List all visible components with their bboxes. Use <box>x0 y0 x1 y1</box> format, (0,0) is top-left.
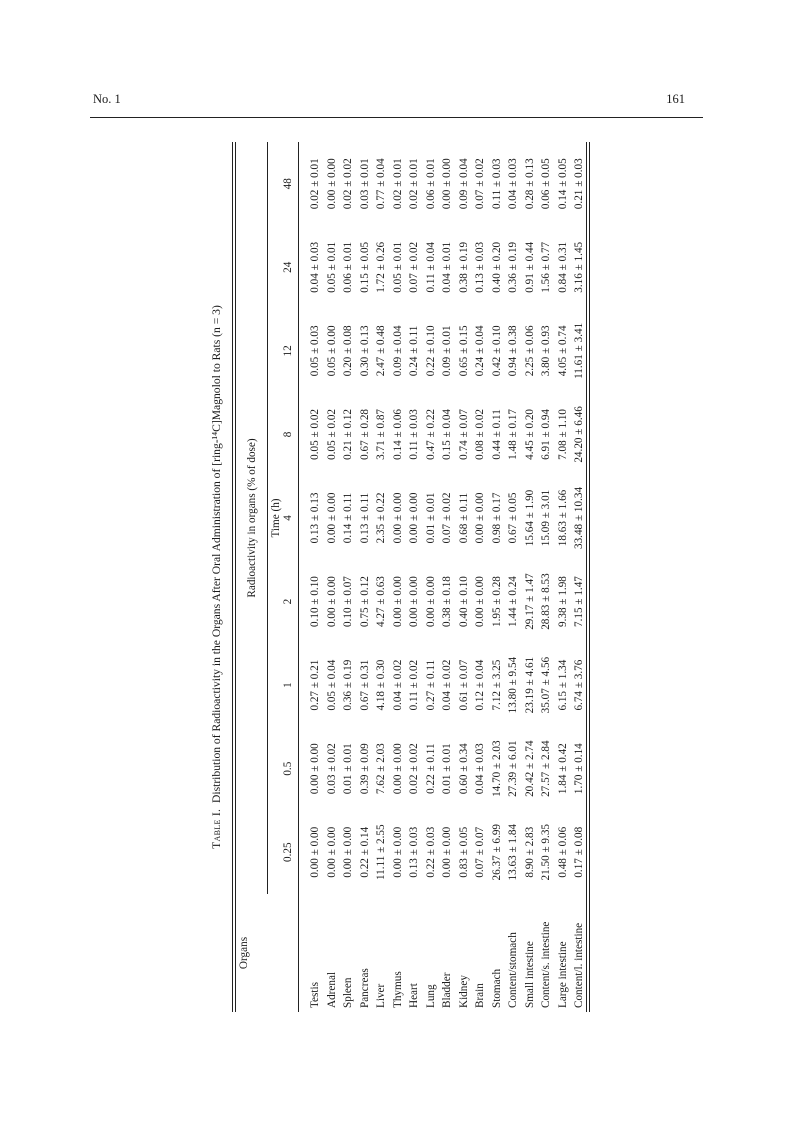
table-row <box>472 142 489 1012</box>
table-cell: 0.74 ± 0.07 <box>457 408 470 460</box>
organ-name: Kidney <box>457 975 470 1008</box>
table-cell: 6.91 ± 0.94 <box>540 408 552 460</box>
table-cell: 0.02 ± 0.01 <box>408 158 420 210</box>
table-cell: 4.27 ± 0.63 <box>375 576 387 627</box>
table-row <box>307 142 324 1012</box>
table-cell: 0.00 ± 0.00 <box>342 826 354 878</box>
table-cell: 9.38 ± 1.98 <box>556 576 569 627</box>
table-cell: 0.75 ± 0.12 <box>358 576 371 627</box>
table-cell: 0.84 ± 0.31 <box>556 241 569 293</box>
table-cell: 1.84 ± 0.42 <box>556 743 569 795</box>
time-point-header: 0.25 <box>282 842 294 863</box>
table-cell: 0.07 ± 0.07 <box>474 826 486 878</box>
table-cell: 0.11 ± 0.02 <box>408 659 420 711</box>
table-cell: 1.70 ± 0.14 <box>573 743 585 795</box>
table-cell: 0.47 ± 0.22 <box>424 408 437 460</box>
table-cell: 0.44 ± 0.11 <box>490 409 503 460</box>
table-cell: 7.12 ± 3.25 <box>490 659 503 711</box>
table-row <box>340 142 357 1012</box>
table-cell: 0.13 ± 0.13 <box>309 492 321 544</box>
table-cell: 0.00 ± 0.00 <box>474 576 486 627</box>
table-cell: 0.00 ± 0.00 <box>408 576 420 627</box>
table-cell: 0.04 ± 0.01 <box>441 241 453 293</box>
table-cell: 0.21 ± 0.03 <box>573 158 585 210</box>
table-cell: 0.15 ± 0.05 <box>358 241 371 293</box>
table-cell: 0.10 ± 0.10 <box>309 576 321 627</box>
table-cell: 0.04 ± 0.03 <box>507 158 519 210</box>
table-cell: 0.67 ± 0.05 <box>507 492 519 544</box>
table-cell: 0.94 ± 0.38 <box>507 325 519 377</box>
table-cell: 0.22 ± 0.11 <box>424 743 437 794</box>
time-point-header: 0.5 <box>282 761 294 776</box>
table-cell: 0.61 ± 0.07 <box>457 659 470 711</box>
table-cell: 0.08 ± 0.02 <box>474 408 486 460</box>
table-cell: 1.44 ± 0.24 <box>507 576 519 627</box>
table-cell: 0.00 ± 0.00 <box>309 826 321 878</box>
table-cell: 0.40 ± 0.20 <box>490 241 503 293</box>
table-cell: 0.39 ± 0.09 <box>358 743 371 795</box>
table-cell: 7.62 ± 2.03 <box>375 743 387 795</box>
organ-name: Stomach <box>490 968 503 1008</box>
table-cell: 2.35 ± 0.22 <box>375 492 387 544</box>
radioactivity-group-header: Radioactivity in organs (% of dose) <box>246 438 258 598</box>
table-cell: 0.60 ± 0.34 <box>457 743 470 795</box>
journal-section: No. 1 <box>93 92 121 106</box>
table-cell: 0.11 ± 0.04 <box>424 242 437 293</box>
table-cell: 24.20 ± 6.46 <box>573 406 585 463</box>
table-cell: 0.67 ± 0.31 <box>358 659 371 711</box>
table-cell: 0.02 ± 0.01 <box>309 158 321 210</box>
time-point-header: 24 <box>282 261 294 273</box>
table-row <box>522 142 539 1012</box>
table-cell: 0.09 ± 0.01 <box>441 325 453 377</box>
table-cell: 8.90 ± 2.83 <box>523 826 536 878</box>
table-cell: 0.01 ± 0.01 <box>424 492 437 544</box>
table-cell: 0.00 ± 0.00 <box>441 158 453 210</box>
table-cell: 0.05 ± 0.01 <box>325 241 338 293</box>
table-cell: 35.07 ± 4.56 <box>540 656 552 714</box>
table-cell: 0.98 ± 0.17 <box>490 492 503 544</box>
table-cell: 0.28 ± 0.13 <box>523 158 536 210</box>
table-cell: 11.11 ± 2.55 <box>375 824 387 881</box>
time-point-headers <box>282 142 294 894</box>
organ-name: Spleen <box>342 977 354 1008</box>
organ-name: Content/l. intestine <box>573 922 585 1008</box>
table-cell: 2.47 ± 0.48 <box>375 325 387 377</box>
table-cell: 0.42 ± 0.10 <box>490 325 503 377</box>
table-cell: 0.09 ± 0.04 <box>457 158 470 210</box>
table-cell: 3.16 ± 1.45 <box>573 241 585 293</box>
table-cell: 0.14 ± 0.05 <box>556 158 569 210</box>
table-row <box>373 142 390 1012</box>
header-bottom-rule <box>298 142 299 1012</box>
table-cell: 4.18 ± 0.30 <box>375 659 387 711</box>
table-cell: 0.06 ± 0.01 <box>424 158 437 210</box>
organ-name: Brain <box>474 983 486 1008</box>
time-point-header: 1 <box>282 682 294 688</box>
organs-column-header: Organs <box>238 936 250 970</box>
organ-name: Thymus <box>391 971 404 1008</box>
table-cell: 0.91 ± 0.44 <box>523 241 536 293</box>
table-cell: 0.04 ± 0.03 <box>474 743 486 795</box>
table-cell: 4.05 ± 0.74 <box>556 325 569 377</box>
table-cell: 3.80 ± 0.93 <box>540 325 552 377</box>
table-cell: 0.24 ± 0.04 <box>474 325 486 377</box>
table-cell: 6.15 ± 1.34 <box>556 659 569 711</box>
table-cell: 0.00 ± 0.00 <box>325 158 338 210</box>
table-cell: 0.00 ± 0.00 <box>391 743 404 795</box>
rotated-table <box>210 142 595 1012</box>
table-cell: 0.04 ± 0.02 <box>391 659 404 711</box>
table-cell: 0.67 ± 0.28 <box>358 408 371 460</box>
table-cell: 0.11 ± 0.03 <box>490 158 503 209</box>
table-cell: 0.04 ± 0.02 <box>441 659 453 711</box>
organ-name: Liver <box>375 983 387 1008</box>
header-rule <box>90 117 703 118</box>
table-cell: 1.95 ± 0.28 <box>490 576 503 627</box>
table-cell: 20.42 ± 2.74 <box>523 740 536 797</box>
table-cell: 0.13 ± 0.03 <box>474 241 486 293</box>
time-point-header: 4 <box>282 515 294 521</box>
table-cell: 0.77 ± 0.04 <box>375 158 387 210</box>
table-cell: 27.57 ± 2.84 <box>540 740 552 797</box>
caption-text: Distribution of Radioactivity in the Organs After Oral Administration of [ring-¹⁴C]Magnolol to Rats (n = 3) <box>210 305 223 803</box>
table-cell: 0.06 ± 0.05 <box>540 158 552 210</box>
time-point-header: 8 <box>282 431 294 438</box>
table-cell: 18.63 ± 1.66 <box>556 489 569 547</box>
organ-name: Small intestine <box>523 941 536 1008</box>
table-cell: 0.14 ± 0.11 <box>342 492 354 544</box>
table-cell: 0.00 ± 0.00 <box>441 826 453 878</box>
table-cell: 13.63 ± 1.84 <box>507 823 519 881</box>
table-cell: 0.38 ± 0.19 <box>457 241 470 293</box>
table-row <box>505 142 522 1012</box>
table-cell: 0.13 ± 0.03 <box>408 826 420 878</box>
table-cell: 0.27 ± 0.21 <box>309 659 321 711</box>
table-cell: 27.39 ± 6.01 <box>507 740 519 797</box>
table-cell: 0.05 ± 0.02 <box>309 408 321 460</box>
table-cell: 0.05 ± 0.03 <box>309 325 321 377</box>
table-row <box>555 142 572 1012</box>
bottom-rule-double <box>589 142 590 1012</box>
table-cell: 0.20 ± 0.08 <box>342 325 354 377</box>
table-cell: 0.05 ± 0.02 <box>325 408 338 460</box>
table-cell: 0.02 ± 0.02 <box>342 158 354 210</box>
table-cell: 0.22 ± 0.03 <box>424 826 437 878</box>
table-cell: 0.30 ± 0.13 <box>358 325 371 377</box>
table-cell: 0.11 ± 0.03 <box>408 409 420 460</box>
table-body <box>307 142 588 1012</box>
table-cell: 0.21 ± 0.12 <box>342 408 354 460</box>
organ-name: Testis <box>309 982 321 1008</box>
table-cell: 0.03 ± 0.01 <box>358 158 371 210</box>
table-cell: 0.00 ± 0.00 <box>325 826 338 878</box>
table-cell: 0.05 ± 0.04 <box>325 659 338 711</box>
table-cell: 6.74 ± 3.76 <box>573 659 585 711</box>
table-cell: 0.22 ± 0.14 <box>358 826 371 878</box>
time-header: Time (h) <box>270 498 282 538</box>
time-point-header: 2 <box>282 598 294 605</box>
table-cell: 0.12 ± 0.04 <box>474 659 486 711</box>
table-cell: 0.05 ± 0.01 <box>391 241 404 293</box>
organ-name: Content/s. intestine <box>540 921 552 1008</box>
time-point-header: 48 <box>282 178 294 190</box>
table-row <box>406 142 423 1012</box>
table-cell: 0.38 ± 0.18 <box>441 576 453 627</box>
running-head <box>93 92 685 107</box>
table-cell: 23.19 ± 4.61 <box>523 656 536 714</box>
organ-name: Pancreas <box>358 968 371 1008</box>
table-cell: 0.22 ± 0.10 <box>424 325 437 377</box>
table-cell: 0.48 ± 0.06 <box>556 826 569 878</box>
table-caption <box>210 142 223 1012</box>
table-cell: 0.04 ± 0.03 <box>309 241 321 293</box>
table-cell: 0.03 ± 0.02 <box>325 743 338 795</box>
table-row <box>324 142 341 1012</box>
table-cell: 0.10 ± 0.07 <box>342 576 354 627</box>
organ-name: Bladder <box>441 972 453 1008</box>
table-cell: 0.68 ± 0.11 <box>457 492 470 544</box>
table-cell: 0.00 ± 0.00 <box>325 492 338 544</box>
table-cell: 7.15 ± 1.47 <box>573 576 585 627</box>
table-cell: 0.17 ± 0.08 <box>573 826 585 878</box>
table-cell: 28.83 ± 8.53 <box>540 573 552 630</box>
organ-name: Lung <box>424 984 437 1008</box>
table-cell: 0.09 ± 0.04 <box>391 325 404 377</box>
table-row <box>390 142 407 1012</box>
page-number: 161 <box>666 92 685 106</box>
table-cell: 0.00 ± 0.00 <box>424 576 437 627</box>
table-cell: 1.56 ± 0.77 <box>540 241 552 293</box>
table-cell: 0.36 ± 0.19 <box>342 659 354 711</box>
table-cell: 11.61 ± 3.41 <box>573 322 585 379</box>
table-cell: 0.00 ± 0.00 <box>408 492 420 544</box>
table-cell: 13.80 ± 9.54 <box>507 656 519 714</box>
table-cell: 0.36 ± 0.19 <box>507 241 519 293</box>
organ-name: Large intestine <box>556 941 569 1008</box>
table-cell: 0.14 ± 0.06 <box>391 408 404 460</box>
table-row <box>489 142 506 1012</box>
table-cell: 0.27 ± 0.11 <box>424 659 437 711</box>
table-cell: 14.70 ± 2.03 <box>490 740 503 797</box>
table-cell: 0.15 ± 0.04 <box>441 408 453 460</box>
table-cell: 0.07 ± 0.02 <box>474 158 486 210</box>
table-row <box>423 142 440 1012</box>
table-cell: 7.08 ± 1.10 <box>556 408 569 460</box>
table-cell: 0.02 ± 0.01 <box>391 158 404 210</box>
table-cell: 0.65 ± 0.15 <box>457 325 470 377</box>
table-cell: 0.24 ± 0.11 <box>408 325 420 377</box>
table-cell: 21.50 ± 9.35 <box>540 823 552 881</box>
table-row <box>538 142 555 1012</box>
top-rule-double <box>235 142 236 1012</box>
table-cell: 33.48 ± 10.34 <box>573 486 585 550</box>
table-cell: 1.48 ± 0.17 <box>507 408 519 460</box>
table-cell: 26.37 ± 6.99 <box>490 823 503 881</box>
table-cell: 0.01 ± 0.01 <box>342 743 354 795</box>
table-cell: 0.00 ± 0.00 <box>474 492 486 544</box>
table-cell: 3.71 ± 0.87 <box>375 408 387 460</box>
time-point-header: 12 <box>282 345 294 357</box>
table-cell: 0.07 ± 0.02 <box>441 492 453 544</box>
table-cell: 0.00 ± 0.00 <box>309 743 321 795</box>
organ-name: Content/stomach <box>507 932 519 1008</box>
table-cell: 15.64 ± 1.90 <box>523 489 536 547</box>
top-rule <box>232 142 233 1012</box>
group-header-rule <box>267 142 268 894</box>
table-cell: 0.83 ± 0.05 <box>457 826 470 878</box>
table-cell: 0.00 ± 0.00 <box>391 826 404 878</box>
table-cell: 4.45 ± 0.20 <box>523 408 536 460</box>
table-cell: 2.25 ± 0.06 <box>523 325 536 377</box>
caption-label: Table I. <box>210 808 223 849</box>
table-cell: 0.06 ± 0.01 <box>342 241 354 293</box>
table-cell: 0.13 ± 0.11 <box>358 492 371 544</box>
table-row <box>439 142 456 1012</box>
table-cell: 1.72 ± 0.26 <box>375 241 387 293</box>
table-cell: 15.09 ± 3.01 <box>540 489 552 547</box>
table-cell: 0.01 ± 0.01 <box>441 743 453 795</box>
table-cell: 0.40 ± 0.10 <box>457 576 470 627</box>
table-cell: 0.00 ± 0.00 <box>391 576 404 627</box>
table-cell: 0.07 ± 0.02 <box>408 241 420 293</box>
table-row <box>456 142 473 1012</box>
table-row <box>357 142 374 1012</box>
bottom-rule <box>586 142 587 1012</box>
table-cell: 0.05 ± 0.00 <box>325 325 338 377</box>
organ-name: Heart <box>408 983 420 1008</box>
table-cell: 0.00 ± 0.00 <box>325 576 338 627</box>
table-cell: 0.00 ± 0.00 <box>391 492 404 544</box>
organ-name: Adrenal <box>325 971 338 1008</box>
table-cell: 0.02 ± 0.02 <box>408 743 420 795</box>
table-cell: 29.17 ± 1.47 <box>523 573 536 630</box>
